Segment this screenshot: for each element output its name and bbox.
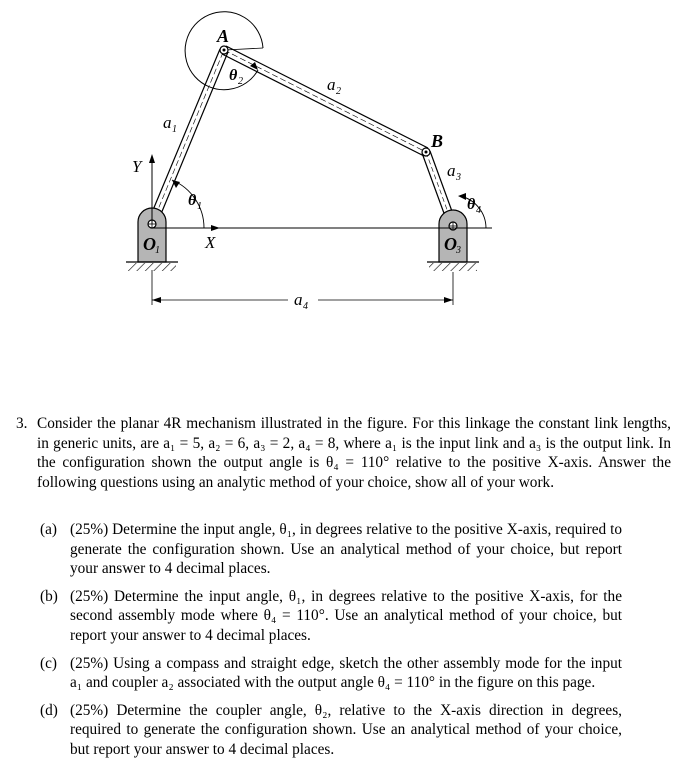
part-c-text: (25%) Using a compass and straight edge, sketch the other assembly mode for the input a₁ and coupler a₂ associated with the output angle θ₄ = 110° in the figure on this page. [70, 654, 622, 692]
label-theta4: θ [467, 196, 476, 213]
link-a2 [222, 46, 428, 156]
svg-text:1: 1 [155, 245, 160, 256]
svg-text:1: 1 [172, 124, 177, 135]
label-o1: O [143, 234, 156, 254]
label-x-axis: X [205, 233, 216, 252]
part-a-label: (a) [40, 521, 57, 538]
label-y-axis: Y [132, 157, 142, 176]
label-a3: a [447, 161, 456, 180]
part-c-label: (c) [40, 654, 57, 672]
svg-text:2: 2 [238, 76, 243, 87]
label-b: B [431, 131, 444, 151]
svg-text:3: 3 [456, 172, 461, 183]
part-d [40, 701, 622, 760]
svg-text:2: 2 [336, 86, 341, 97]
part-c [40, 654, 622, 693]
label-theta1: θ [188, 192, 197, 209]
a4-dimension [152, 270, 453, 305]
part-a-text: (25%) Determine the input angle, θ₁, in degrees relative to the positive X-axis, required to generate the configuration shown. Use an analytical method of your choice, but report your answer to 4 decimal places. [70, 521, 622, 578]
svg-text:4: 4 [476, 205, 481, 216]
part-a [40, 520, 622, 579]
label-a2: a [327, 75, 336, 94]
part-b-text: (25%) Determine the input angle, θ₁, in degrees relative to the positive X-axis, for the second assembly mode where θ₄ = 110°. Use an analytical method of your choice, but report your answer to 4 decimal places. [70, 587, 622, 644]
problem-intro [16, 414, 671, 492]
svg-text:4: 4 [303, 301, 308, 312]
part-d-label: (d) [40, 701, 58, 719]
part-b-label: (b) [40, 587, 58, 605]
svg-text:3: 3 [456, 245, 461, 256]
part-b [40, 587, 622, 646]
label-a1: a [163, 113, 172, 132]
problem-number: 3. [16, 415, 28, 432]
problem-parts [40, 520, 622, 768]
label-a: A [217, 26, 230, 46]
svg-text:1: 1 [197, 201, 202, 212]
label-theta2: θ [229, 67, 238, 84]
problem-statement: Consider the planar 4R mechanism illustrated in the figure. For this linkage the constant link lengths, in generic units, are a₁ = 5, a₂ = 6, a₃ = 2, a₄ = 8, where a₁ is the input link and a₃ is the output link. In the configuration shown the output angle is θ₄ = 110° relative to the positive X-axis. Answer the following questions using an analytic method of your choice, show all of your work. [37, 415, 671, 491]
part-d-text: (25%) Determine the coupler angle, θ₂, relative to the X-axis direction in degrees, required to generate the configuration shown. Use an analytical method of your choice, but report your answer to 4 decimal places. [70, 701, 622, 758]
label-o3: O [444, 234, 457, 254]
label-a4: a [294, 290, 303, 309]
mechanism-figure [0, 0, 688, 330]
